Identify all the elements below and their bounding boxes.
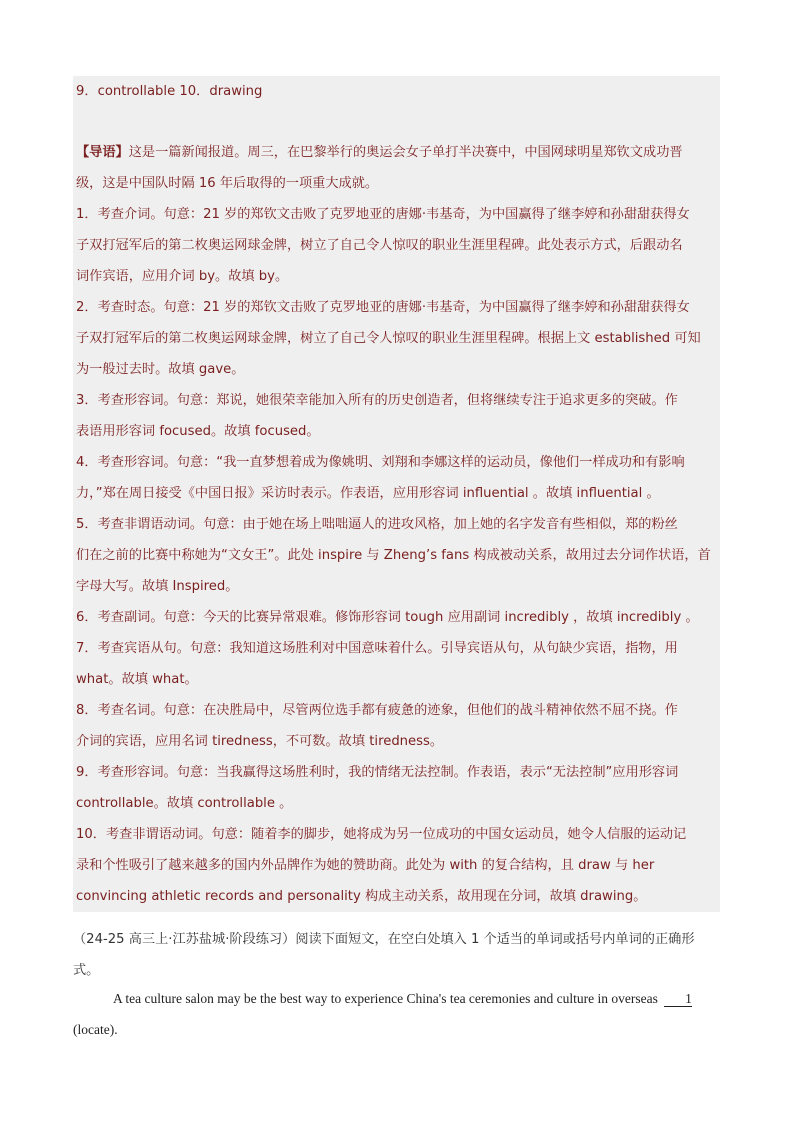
explanation-line: 们在之前的比赛中称她为“文女王”。此处 inspire 与 Zheng’s fans 构成被动关系，故用过去分词作状语，首 <box>76 548 711 563</box>
explanation-line: 表语用形容词 focused。故填 focused。 <box>76 424 320 439</box>
answer-explanation-block <box>73 76 720 912</box>
question-intro-line-1: （24-25 高三上·江苏盐城·阶段练习）阅读下面短文，在空白处填入 1 个适当的单词或括号内单词的正确形 <box>73 932 695 947</box>
explanation-line: 1．考查介词。句意：21 岁的郑钦文击败了克罗地亚的唐娜·韦基奇，为中国赢得了继李婷和孙甜甜获得女 <box>76 207 690 222</box>
spacer <box>73 107 720 137</box>
fill-blank-1[interactable]: 1 <box>664 992 692 1007</box>
passage-text-1: A tea culture salon may be the best way to experience China's tea ceremonies and culture in overseas <box>113 991 658 1006</box>
explanation-line: 子双打冠军后的第二枚奥运网球金牌，树立了自己令人惊叹的职业生涯里程碑。根据上文 established 可知 <box>76 331 701 346</box>
explanation-line: 录和个性吸引了越来越多的国内外品牌作为她的赞助商。此处为 with 的复合结构，且 draw 与 her <box>76 858 655 873</box>
question-intro <box>73 924 723 986</box>
explanation-line: 子双打冠军后的第二枚奥运网球金牌，树立了自己令人惊叹的职业生涯里程碑。此处表示方式，后跟动名 <box>76 238 683 253</box>
answers-line: 9．controllable 10．drawing <box>76 84 263 99</box>
explanation-line: 为一般过去时。故填 gave。 <box>76 362 245 377</box>
explanation-line: 力，”郑在周日接受《中国日报》采访时表示。作表语，应用形容词 influential 。故填 influential 。 <box>76 486 660 501</box>
explanation-line: 介词的宾语，应用名词 tiredness，不可数。故填 tiredness。 <box>76 734 444 749</box>
explanation-line: what。故填 what。 <box>76 672 198 687</box>
explanation-line: 4．考查形容词。句意：“我一直梦想着成为像姚明、刘翔和李娜这样的运动员，像他们一样成功和有影响 <box>76 455 685 470</box>
explanation-line: 6．考查副词。句意：今天的比赛异常艰难。修饰形容词 tough 应用副词 incredibly ，故填 incredibly 。 <box>76 610 699 625</box>
explanation-line: 3．考查形容词。句意：郑说，她很荣幸能加入所有的历史创造者，但将继续专注于追求更多的突破。作 <box>76 393 678 408</box>
lead-text-1: 这是一篇新闻报道。周三，在巴黎举行的奥运会女子单打半决赛中，中国网球明星郑钦文成功晋 <box>128 145 683 160</box>
passage <box>73 983 723 1045</box>
lead-line-1 <box>73 137 720 168</box>
explanation-line: 2．考查时态。句意：21 岁的郑钦文击败了克罗地亚的唐娜·韦基奇，为中国赢得了继李婷和孙甜甜获得女 <box>76 300 690 315</box>
explanation-line: 5．考查非谓语动词。句意：由于她在场上咄咄逼人的进攻风格，加上她的名字发音有些相似，郑的粉丝 <box>76 517 678 532</box>
explanation-line: controllable。故填 controllable 。 <box>76 796 293 811</box>
passage-line-2: (locate). <box>73 1022 118 1037</box>
explanation-line: 7．考查宾语从句。句意：我知道这场胜利对中国意味着什么。引导宾语从句，从句缺少宾语，指物，用 <box>76 641 678 656</box>
lead-line-2: 级，这是中国队时隔 16 年后取得的一项重大成就。 <box>76 176 379 191</box>
explanation-line: 9．考查形容词。句意：当我赢得这场胜利时，我的情绪无法控制。作表语，表示“无法控制”应用形容词 <box>76 765 679 780</box>
explanation-line: 8．考查名词。句意：在决胜局中，尽管两位选手都有疲惫的迹象，但他们的战斗精神依然不屈不挠。作 <box>76 703 678 718</box>
lead-tag: 【导语】 <box>76 145 129 160</box>
explanation-line: convincing athletic records and personality 构成主动关系，故用现在分词，故填 drawing。 <box>76 889 647 904</box>
explanation-line: 词作宾语，应用介词 by。故填 by。 <box>76 269 289 284</box>
explanation-line: 字母大写。故填 Inspired。 <box>76 579 239 594</box>
explanation-line: 10．考查非谓语动词。句意：随着李的脚步，她将成为另一位成功的中国女运动员，她令人信服的运动记 <box>76 827 687 842</box>
passage-line-1 <box>73 983 723 1014</box>
question-intro-line-2: 式。 <box>73 963 100 978</box>
